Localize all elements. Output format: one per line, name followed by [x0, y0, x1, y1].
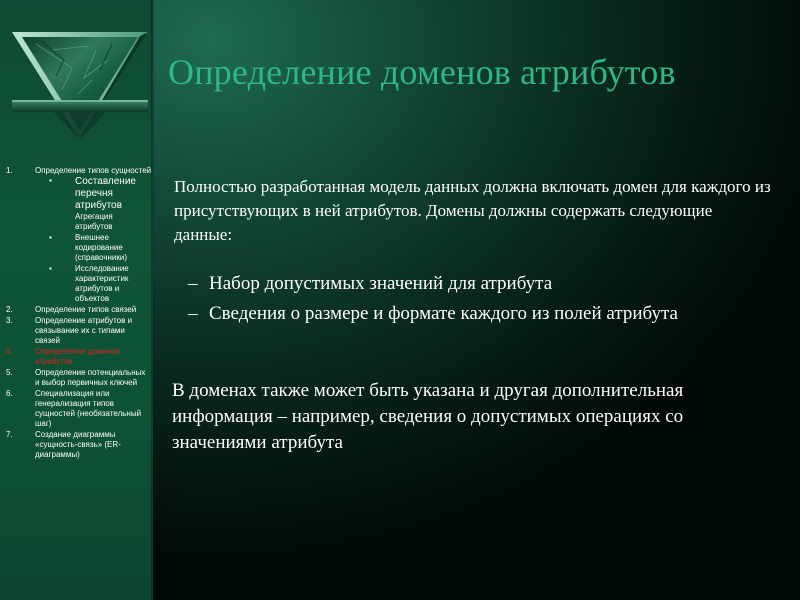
dash-bullet-icon: – — [188, 273, 198, 294]
toc-item-label: Определение потенциальных и выбор первичных ключей — [35, 368, 146, 387]
toc-number: 4. — [6, 347, 13, 356]
toc-subitem[interactable] — [35, 176, 152, 232]
toc-item-3[interactable] — [4, 316, 152, 346]
toc-item-4-active[interactable] — [4, 347, 152, 367]
bullet-icon: ▪ — [49, 176, 52, 185]
toc-item-6[interactable] — [4, 389, 152, 429]
intro-paragraph: Полностью разработанная модель данных должна включать домен для каждого из присутствующих в ней атрибутов. Домены должны содержать следующие данные: — [174, 177, 771, 244]
toc-number: 1. — [6, 166, 13, 175]
bullet-icon: ▪ — [49, 264, 52, 273]
toc-item-label: Определение типов связей — [35, 305, 137, 314]
toc-sublist — [35, 176, 152, 304]
toc-subitem[interactable] — [35, 233, 152, 263]
toc-item-7[interactable] — [4, 430, 152, 460]
toc-item-label: Создание диаграммы «сущность-связь» (ER-диаграммы) — [35, 430, 121, 459]
toc-item-5[interactable] — [4, 368, 152, 388]
dash-bullet-icon: – — [188, 303, 198, 324]
list-item-text: Сведения о размере и формате каждого из полей атрибута — [209, 303, 678, 324]
list-item — [188, 271, 748, 296]
toc-item-label: Определение типов сущностей — [35, 166, 152, 175]
toc-item-2[interactable] — [4, 305, 152, 315]
toc-list — [4, 166, 152, 461]
toc-item-label: Определение атрибутов и связывание их с типами связей — [35, 316, 133, 345]
toc-number: 3. — [6, 316, 13, 325]
toc-subitem-label-2: Агрегация атрибутов — [75, 212, 113, 231]
toc-item-1[interactable] — [4, 166, 152, 304]
toc-subitem-label: Исследование характеристик атрибутов и объектов — [75, 264, 129, 303]
toc-number: 6. — [6, 389, 13, 398]
data-requirements-list — [188, 271, 748, 331]
toc-subitem[interactable] — [35, 264, 152, 304]
toc-item-label: Специализация или генерализация типов сущностей (необязательный шаг) — [35, 389, 142, 428]
toc-subitem-label: Внешнее кодирование (справочники) — [75, 233, 128, 262]
bullet-icon: ▪ — [49, 233, 52, 242]
toc-number: 2. — [6, 305, 13, 314]
triangle-logo-icon — [12, 20, 152, 145]
list-item-text: Набор допустимых значений для атрибута — [209, 273, 553, 294]
toc-subitem-label: Составление перечня атрибутов — [75, 176, 136, 211]
toc-item-label: Определение доменов атрибутов — [35, 347, 120, 366]
list-item — [188, 301, 748, 326]
slide-title: Определение доменов атрибутов — [168, 52, 676, 92]
extra-info-paragraph: В доменах также может быть указана и другая дополнительная информация – например, сведения о допустимых операциях со значениями атрибута — [172, 380, 684, 453]
toc-number: 7. — [6, 430, 13, 439]
toc-number: 5. — [6, 368, 13, 377]
